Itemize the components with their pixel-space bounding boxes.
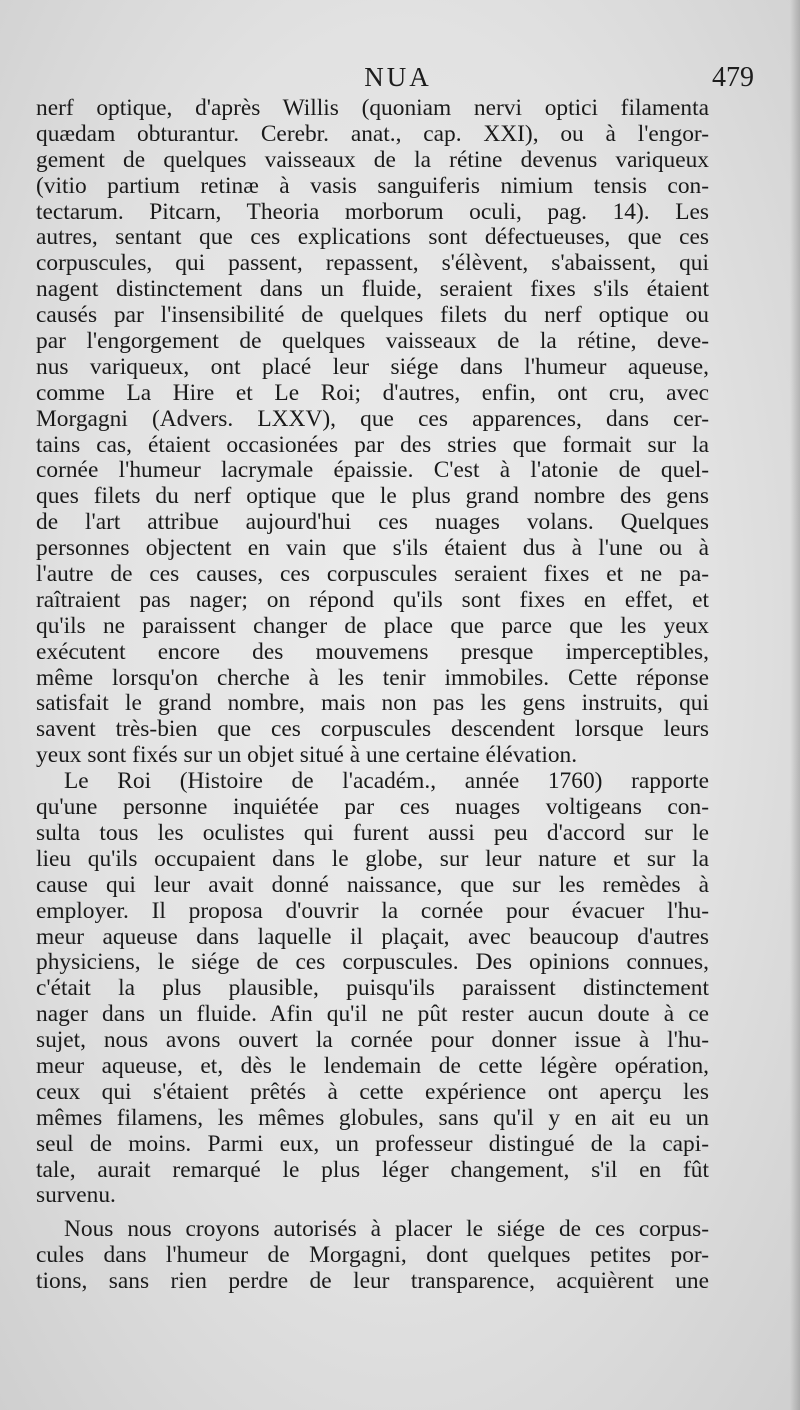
text-line: corpuscules, qui passent, repassent, s'élèvent, s'abaissent, qui: [36, 250, 709, 277]
page-edge-shadow: [790, 0, 800, 1410]
body-text: [36, 96, 709, 1295]
text-line: sulta tous les oculistes qui furent aussi peu d'accord sur le: [36, 819, 709, 846]
text-line: cules dans l'humeur de Morgagni, dont quelques petites por-: [36, 1242, 709, 1269]
text-line: lieu qu'ils occupaient dans le globe, sur leur nature et sur la: [36, 845, 709, 872]
text-line: tale, aurait remarqué le plus léger changement, s'il en fût: [36, 1156, 709, 1183]
text-line: autres, sentant que ces explications sont défectueuses, que ces: [36, 224, 709, 251]
text-line: même lorsqu'on cherche à les tenir immobiles. Cette réponse: [36, 664, 709, 691]
text-line: sujet, nous avons ouvert la cornée pour donner issue à l'hu-: [36, 1027, 709, 1054]
text-line: quædam obturantur. Cerebr. anat., cap. XXI), ou à l'engor-: [36, 120, 709, 147]
page-number: 479: [712, 62, 754, 93]
text-line: ceux qui s'étaient prêtés à cette expérience ont aperçu les: [36, 1078, 709, 1105]
text-line: Morgagni (Advers. LXXV), que ces apparences, dans cer-: [36, 405, 709, 432]
text-line: survenu.: [36, 1182, 116, 1209]
text-line: satisfait le grand nombre, mais non pas les gens instruits, qui: [36, 690, 709, 717]
text-line: de l'art attribue aujourd'hui ces nuages volans. Quelques: [36, 509, 709, 536]
text-line: physiciens, le siége de ces corpuscules. Des opinions connues,: [36, 949, 709, 976]
text-line: comme La Hire et Le Roi; d'autres, enfin, ont cru, avec: [36, 379, 709, 406]
text-line: qu'ils ne paraissent changer de place que parce que les yeux: [36, 612, 709, 639]
text-line: qu'une personne inquiétée par ces nuages voltigeans con-: [36, 794, 709, 821]
text-line: (vitio partium retinæ à vasis sanguiferis nimium tensis con-: [36, 172, 709, 199]
text-line: cause qui leur avait donné naissance, que sur les remèdes à: [36, 871, 709, 898]
text-line: gement de quelques vaisseaux de la rétine devenus variqueux: [36, 146, 709, 173]
text-line: personnes objectent en vain que s'ils étaient dus à l'une ou à: [36, 535, 709, 562]
text-line: employer. Il proposa d'ouvrir la cornée pour évacuer l'hu-: [36, 897, 709, 924]
text-line: par l'engorgement de quelques vaisseaux de la rétine, deve-: [36, 328, 709, 355]
text-line: exécutent encore des mouvemens presque imperceptibles,: [36, 638, 709, 665]
text-line: raîtraient pas nager; on répond qu'ils sont fixes en effet, et: [36, 586, 709, 613]
text-line: nus variqueux, ont placé leur siége dans l'humeur aqueuse,: [36, 353, 709, 380]
text-line: seul de moins. Parmi eux, un professeur distingué de la capi-: [36, 1130, 709, 1157]
text-line: nager dans un fluide. Afin qu'il ne pût rester aucun doute à ce: [36, 1001, 709, 1028]
text-line: tions, sans rien perdre de leur transparence, acquièrent une: [36, 1268, 709, 1295]
text-line: tectarum. Pitcarn, Theoria morborum oculi, pag. 14). Les: [36, 198, 709, 225]
text-line: c'était la plus plausible, puisqu'ils paraissent distinctement: [36, 975, 709, 1002]
text-line: nagent distinctement dans un fluide, seraient fixes s'ils étaient: [36, 276, 709, 303]
text-line: savent très-bien que ces corpuscules descendent lorsque leurs: [36, 716, 709, 743]
text-line: ques filets du nerf optique que le plus grand nombre des gens: [36, 483, 709, 510]
running-title: NUA: [364, 62, 432, 92]
text-line: cornée l'humeur lacrymale épaissie. C'est à l'atonie de quel-: [36, 457, 709, 484]
running-head: [36, 62, 760, 98]
text-line: l'autre de ces causes, ces corpuscules seraient fixes et ne pa-: [36, 561, 709, 588]
text-line: Le Roi (Histoire de l'académ., année 1760) rapporte: [64, 768, 709, 795]
text-line: meur aqueuse dans laquelle il plaçait, avec beaucoup d'autres: [36, 923, 709, 950]
text-line: tains cas, étaient occasionées par des stries que formait sur la: [36, 431, 709, 458]
text-line: yeux sont fixés sur un objet situé à une certaine élévation.: [36, 742, 578, 769]
text-line: mêmes filamens, les mêmes globules, sans qu'il y en ait eu un: [36, 1104, 709, 1131]
text-line: causés par l'insensibilité de quelques filets du nerf optique ou: [36, 302, 709, 329]
text-line: nerf optique, d'après Willis (quoniam nervi optici filamenta: [36, 95, 709, 121]
text-line: meur aqueuse, et, dès le lendemain de cette légère opération,: [36, 1052, 709, 1079]
text-line: Nous nous croyons autorisés à placer le siége de ces corpus-: [64, 1216, 709, 1243]
